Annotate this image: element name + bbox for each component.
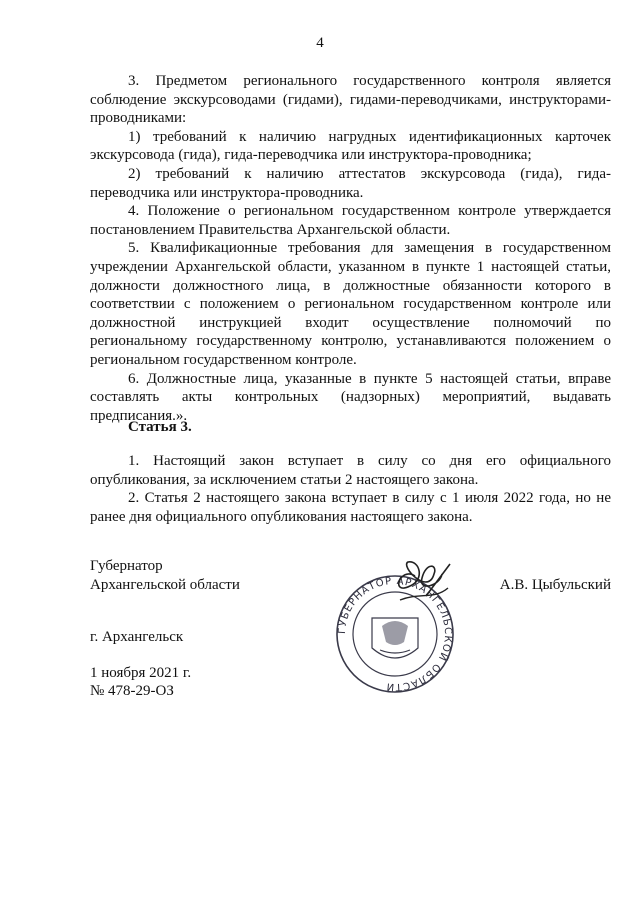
signatory-title [90,557,240,594]
official-seal-with-signature [330,556,460,696]
signatory-name: А.В. Цыбульский [499,577,611,593]
paragraph-3-item-1: 1) требований к наличию нагрудных идентификационных карточек экскурсовода (гида), гида-переводчика или инструктора-проводника; [90,128,611,164]
page-number: 4 [316,35,324,51]
law-number: № 478-29-ОЗ [90,683,174,699]
signatory-title-line-2: Архангельской области [90,576,240,593]
signing-date: 1 ноября 2021 г. [90,665,192,681]
signatory-title-line-1: Губернатор [90,558,163,574]
article-3-body [90,452,611,526]
article-3-paragraph-2: 2. Статья 2 настоящего закона вступает в силу с 1 июля 2022 года, но не ранее дня официального опубликования настоящего закона. [90,490,611,525]
paragraph-3: 3. Предметом регионального государственного контроля является соблюдение экскурсоводами (гидами), гидами-переводчиками, инструкторами-проводниками: [90,73,611,127]
article-3-paragraph-1: 1. Настоящий закон вступает в силу со дня его официального опубликования, за исключением статьи 2 настоящего закона. [90,453,611,488]
article-3-heading: Статья 3. [128,419,192,435]
place-of-signing: г. Архангельск [90,629,184,645]
paragraph-4: 4. Положение о региональном государственном контроле утверждается постановлением Правительства Архангельской области. [90,203,611,238]
article-2-continuation [90,72,611,425]
paragraph-6: 6. Должностные лица, указанные в пункте 5 настоящей статьи, вправе составлять акты контрольных (надзорных) мероприятий, выдавать предписания.». [90,370,611,424]
paragraph-3-item-2: 2) требований к наличию аттестатов экскурсовода (гида), гида-переводчика или инструктора-проводника. [90,165,611,201]
paragraph-5: 5. Квалификационные требования для замещения в государственном учреждении Архангельской области, указанном в пункте 1 настоящей статьи, должности должностного лица, в должностные обязанности которого в соответствии с положением о региональном государственном контроле или должностной инструкцией входит осуществление полномочий по региональному государственному контролю, устанавливаются положением о региональном государственном контроле. [90,240,611,368]
svg-text:ГУБЕРНАТОР АРХАНГЕЛЬСКОЙ ОБЛАС: ГУБЕРНАТОР АРХАНГЕЛЬСКОЙ ОБЛАСТИ [336,575,454,693]
